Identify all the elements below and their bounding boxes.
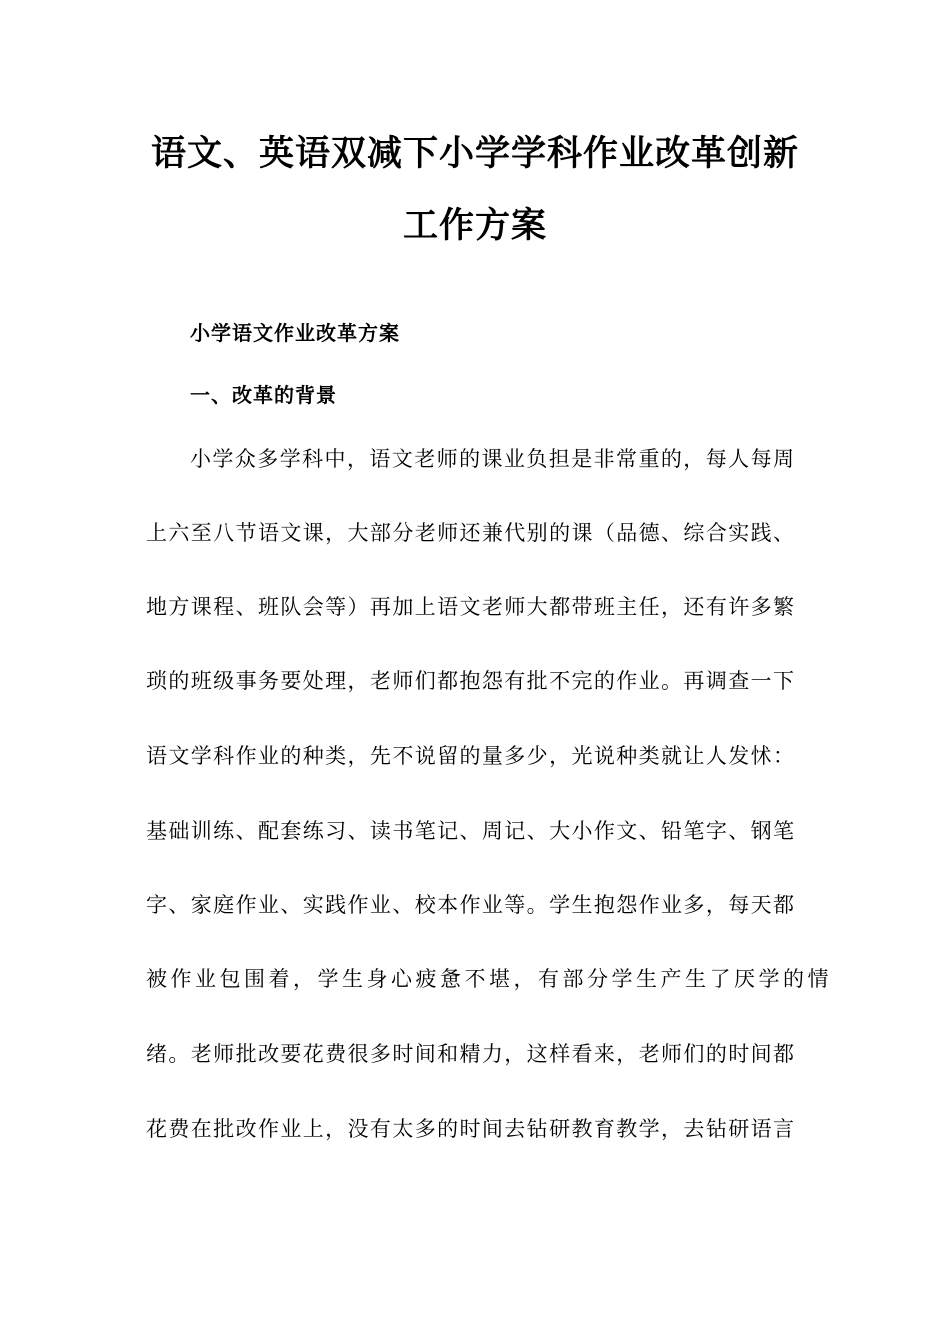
paragraph-line: 被作业包围着，学生身心疲惫不堪，有部分学生产生了厌学的情 bbox=[146, 967, 832, 991]
document-title-line-1: 语文、英语双减下小学学科作业改革创新 bbox=[150, 133, 799, 174]
paragraph-line: 语文学科作业的种类，先不说留的量多少，光说种类就让人发怵： bbox=[146, 744, 794, 768]
subsection-title: 一、改革的背景 bbox=[190, 383, 337, 407]
paragraph-line: 花费在批改作业上，没有太多的时间去钻研教育教学，去钻研语言 bbox=[146, 1117, 794, 1141]
section-title: 小学语文作业改革方案 bbox=[190, 321, 400, 345]
paragraph-line: 字、家庭作业、实践作业、校本作业等。学生抱怨作业多，每天都 bbox=[146, 893, 794, 917]
paragraph-line: 绪。老师批改要花费很多时间和精力，这样看来，老师们的时间都 bbox=[146, 1042, 794, 1066]
paragraph-line: 小学众多学科中，语文老师的课业负担是非常重的，每人每周 bbox=[190, 447, 794, 471]
paragraph-line: 上六至八节语文课，大部分老师还兼代别的课（品德、综合实践、 bbox=[146, 521, 794, 545]
paragraph-line: 地方课程、班队会等）再加上语文老师大都带班主任，还有许多繁 bbox=[146, 595, 794, 619]
paragraph-line: 基础训练、配套练习、读书笔记、周记、大小作文、铅笔字、钢笔 bbox=[146, 819, 794, 843]
paragraph-line: 琐的班级事务要处理，老师们都抱怨有批不完的作业。再调查一下 bbox=[146, 669, 794, 693]
document-title-line-2: 工作方案 bbox=[402, 205, 547, 246]
